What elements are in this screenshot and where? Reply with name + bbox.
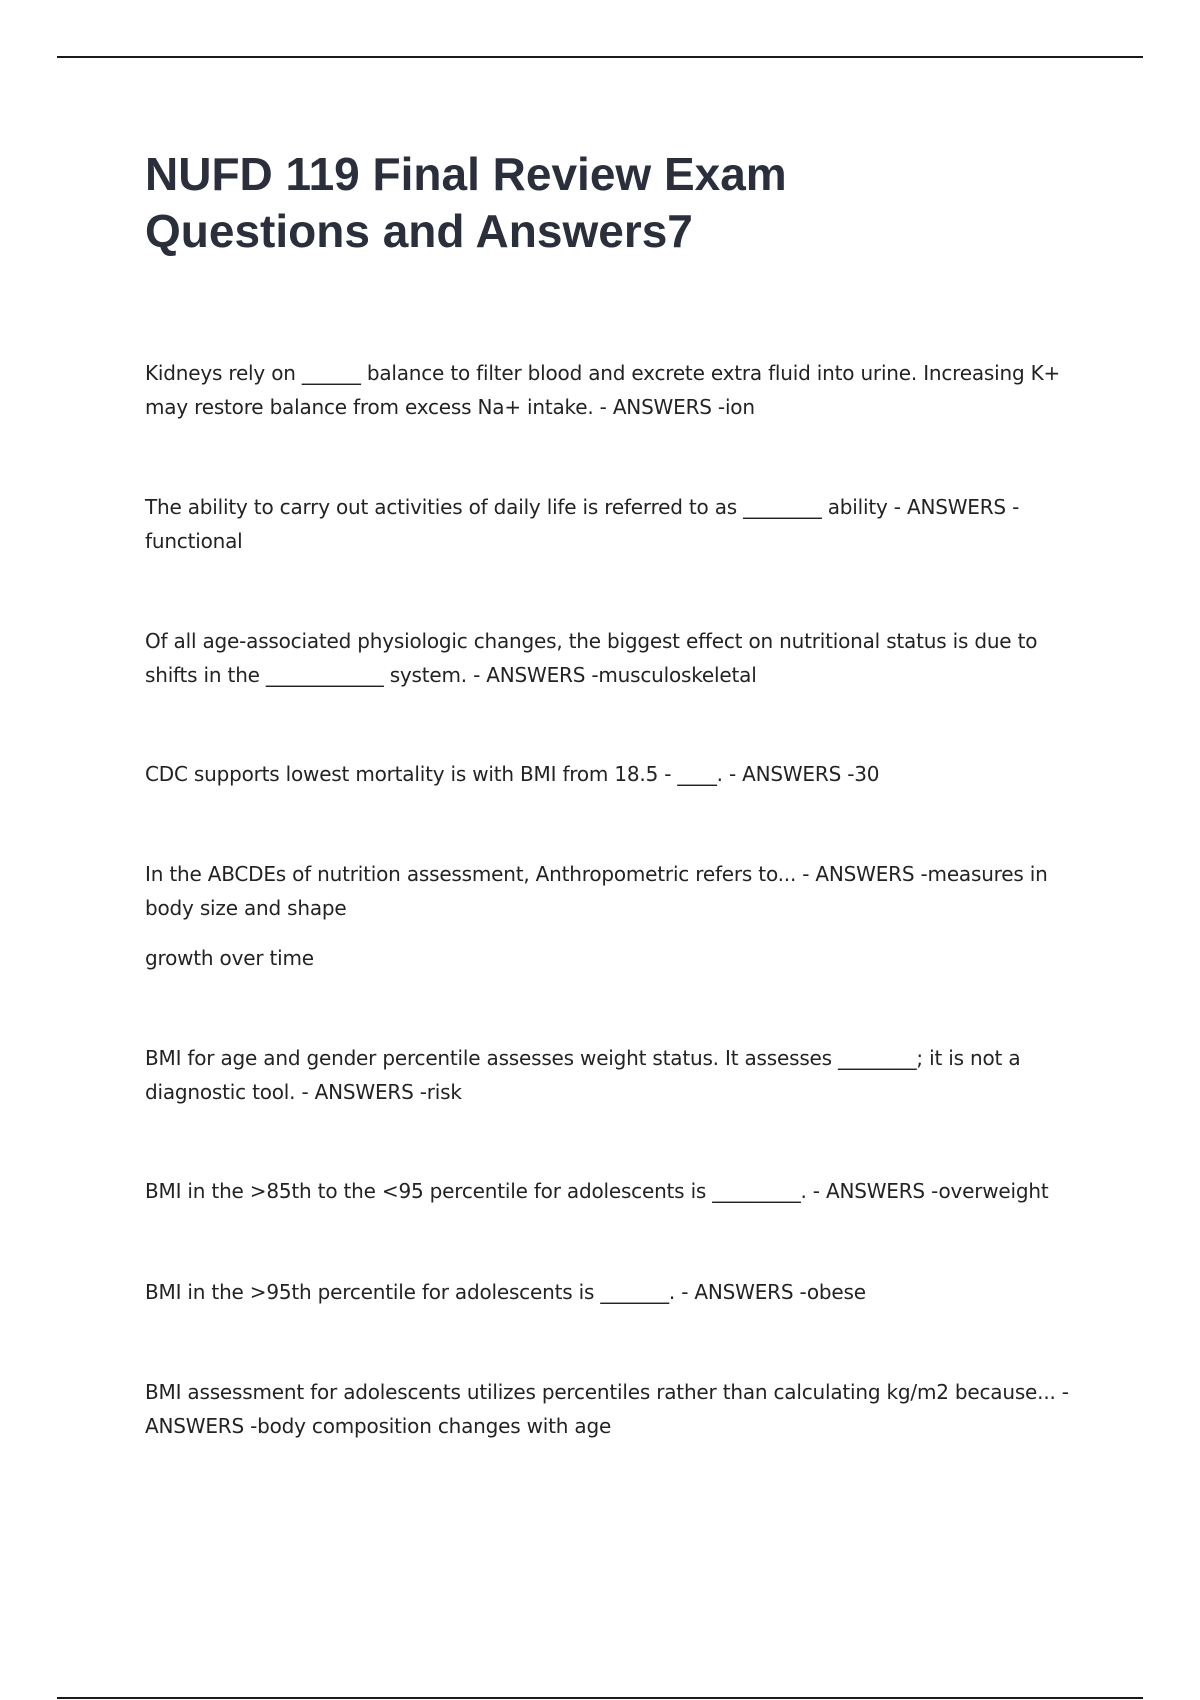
qa-text: BMI for age and gender percentile assesses weight status. It assesses ________; it is not a diagnostic tool. - ANSWERS -risk [145, 1046, 1021, 1104]
qa-text: Of all age-associated physiologic changes, the biggest effect on nutritional status is due to shifts in the ____________ system. - ANSWERS -musculoskeletal [145, 629, 1038, 687]
document-title [145, 146, 1045, 260]
qa-text: CDC supports lowest mortality is with BMI from 18.5 - ____. - ANSWERS -30 [145, 762, 880, 786]
qa-text: Kidneys rely on ______ balance to filter blood and excrete extra fluid into urine. Increasing K+ may restore balance from excess Na+ intake. - ANSWERS -ion [145, 361, 1061, 419]
qa-text: BMI assessment for adolescents utilizes percentiles rather than calculating kg/m2 because... - ANSWERS -body composition changes with age [145, 1380, 1069, 1438]
qa-text: BMI in the >95th percentile for adolescents is _______. - ANSWERS -obese [145, 1280, 866, 1304]
title-line-1: NUFD 119 Final Review Exam [145, 148, 787, 200]
qa-item-8 [145, 1275, 1090, 1309]
title-line-2: Questions and Answers7 [145, 205, 693, 257]
qa-text: In the ABCDEs of nutrition assessment, Anthropometric refers to... - ANSWERS -measures in body size and shape [145, 862, 1048, 920]
qa-item-5 [145, 857, 1090, 975]
top-rule [57, 56, 1143, 58]
qa-extra-text: growth over time [145, 946, 314, 970]
qa-item-7 [145, 1174, 1090, 1208]
qa-item-1 [145, 356, 1090, 424]
qa-item-9 [145, 1375, 1090, 1443]
qa-item-3 [145, 624, 1090, 692]
qa-item-2 [145, 490, 1090, 558]
bottom-rule [57, 1697, 1143, 1699]
qa-item-6 [145, 1041, 1090, 1109]
qa-item-4 [145, 757, 1090, 791]
qa-text: The ability to carry out activities of daily life is referred to as ________ ability - ANSWERS -functional [145, 495, 1020, 553]
qa-text: BMI in the >85th to the <95 percentile for adolescents is _________. - ANSWERS -overweight [145, 1179, 1049, 1203]
